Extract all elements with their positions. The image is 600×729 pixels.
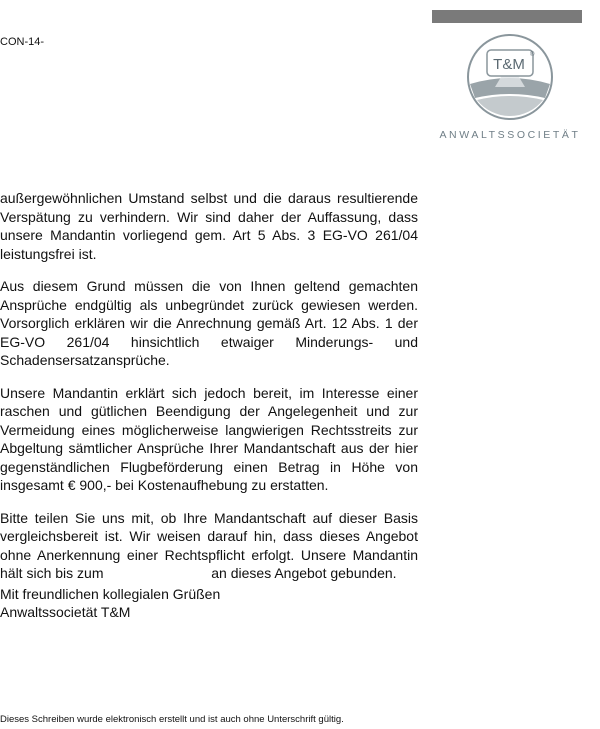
header-bar <box>432 10 582 23</box>
logo-emblem-icon <box>465 32 555 122</box>
closing <box>0 585 220 621</box>
paragraph <box>0 509 418 583</box>
greeting: Mit freundlichen kollegialen Grüßen <box>0 586 221 602</box>
logo-registered-mark: ® <box>530 52 535 58</box>
reference-number: CON-14- <box>0 36 45 48</box>
paragraph-text-after-blank: an dieses Angebot gebunden. <box>211 565 397 581</box>
paragraph: Unsere Mandantin erklärt sich jedoch bereit, im Interesse einer raschen und gütlichen Beendigung der Angelegenheit und zur Vermeidung eines möglicherweise langwierigen Rechtsstreits zur Abgeltung sämtlicher Ansprüche Ihrer Mandantschaft aus der hier gegenständlichen Flugbeförderung einen Betrag in Höhe von insgesamt € 900,- bei Kostenaufhebung zu erstatten. <box>0 384 418 493</box>
firm-logo <box>430 32 590 147</box>
paragraph: außergewöhnlichen Umstand selbst und die daraus resultierende Verspätung zu verhindern. Wir sind daher der Auffassung, dass unsere Mandantin vorliegend gem. Art 5 Abs. 3 EG-VO 261/04 leistungsfrei ist. <box>0 190 418 262</box>
logo-caption: ANWALTSSOCIETÄT <box>439 129 581 141</box>
firm-name: Anwaltssocietät T&M <box>0 604 131 620</box>
paragraph: Aus diesem Grund müssen die von Ihnen geltend gemachten Ansprüche endgültig als unbegründet zurück gewiesen werden. Vorsorglich erklären wir die Anrechnung gemäß Art. 12 Abs. 1 der EG-VO 261/04 hinsichtlich etwaiger Minderungs- und Schadensersatzansprüche. <box>0 278 418 368</box>
footer-note: Dieses Schreiben wurde elektronisch erstellt und ist auch ohne Unterschrift gültig. <box>0 714 344 725</box>
letter-body <box>0 189 418 597</box>
paragraph-text-before-blank: Bitte teilen Sie uns mit, ob Ihre Mandantschaft auf dieser Basis vergleichsbereit ist. Wir weisen darauf hin, dass dieses Angebot ohne Anerkennung einer Rechtspflicht erfolgt. Unsere Mandantin hält sich bis zum <box>0 509 418 581</box>
logo-monogram: T&M <box>493 56 525 73</box>
